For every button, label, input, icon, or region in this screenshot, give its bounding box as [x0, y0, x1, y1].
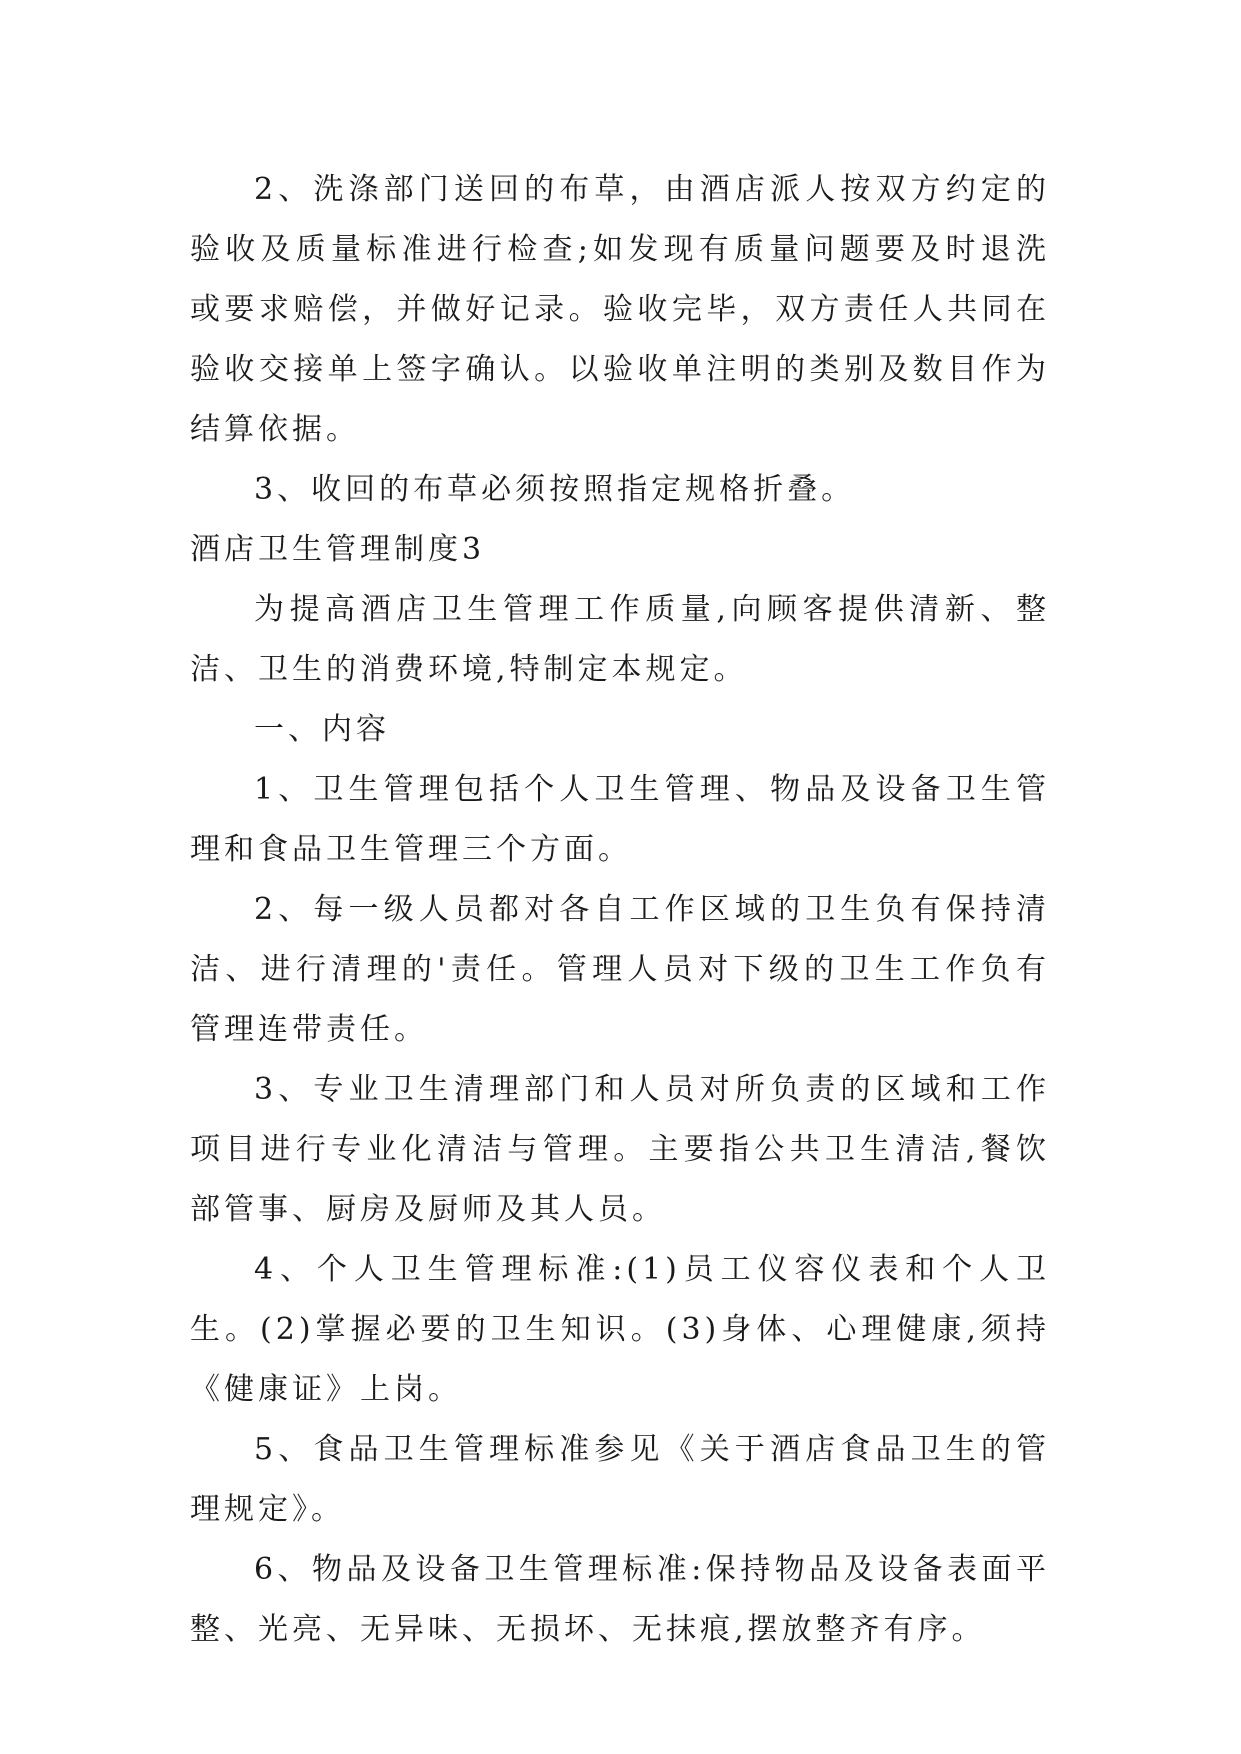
paragraph-item-5: 5、食品卫生管理标准参见《关于酒店食品卫生的管理规定》。	[190, 1432, 1050, 1527]
paragraph-laundry-inspection: 2、洗涤部门送回的布草，由酒店派人按双方约定的验收及质量标准进行检查;如发现有质量问题要及时退洗或要求赔偿，并做好记录。验收完毕，双方责任人共同在验收交接单上签字确认。以验收单注明的类别及数目作为结算依据。	[190, 172, 1050, 447]
document-body	[190, 160, 1050, 1660]
section-heading: 酒店卫生管理制度3	[190, 532, 486, 567]
paragraph-intro: 为提高酒店卫生管理工作质量,向顾客提供清新、整洁、卫生的消费环境,特制定本规定。	[190, 592, 1050, 687]
paragraph-item-2: 2、每一级人员都对各自工作区域的卫生负有保持清洁、进行清理的'责任。管理人员对下级的卫生工作负有管理连带责任。	[190, 892, 1050, 1047]
paragraph-item-6: 6、物品及设备卫生管理标准:保持物品及设备表面平整、光亮、无异味、无损坏、无抹痕,摆放整齐有序。	[190, 1552, 1050, 1647]
paragraph-item-1: 1、卫生管理包括个人卫生管理、物品及设备卫生管理和食品卫生管理三个方面。	[190, 772, 1050, 867]
paragraph-content-title: 一、内容	[254, 712, 390, 747]
paragraph-linen-folding: 3、收回的布草必须按照指定规格折叠。	[254, 472, 856, 507]
paragraph-item-4: 4、个人卫生管理标准:(1)员工仪容仪表和个人卫生。(2)掌握必要的卫生知识。(3)身体、心理健康,须持《健康证》上岗。	[190, 1252, 1050, 1407]
paragraph-item-3: 3、专业卫生清理部门和人员对所负责的区域和工作项目进行专业化清洁与管理。主要指公共卫生清洁,餐饮部管事、厨房及厨师及其人员。	[190, 1072, 1050, 1227]
